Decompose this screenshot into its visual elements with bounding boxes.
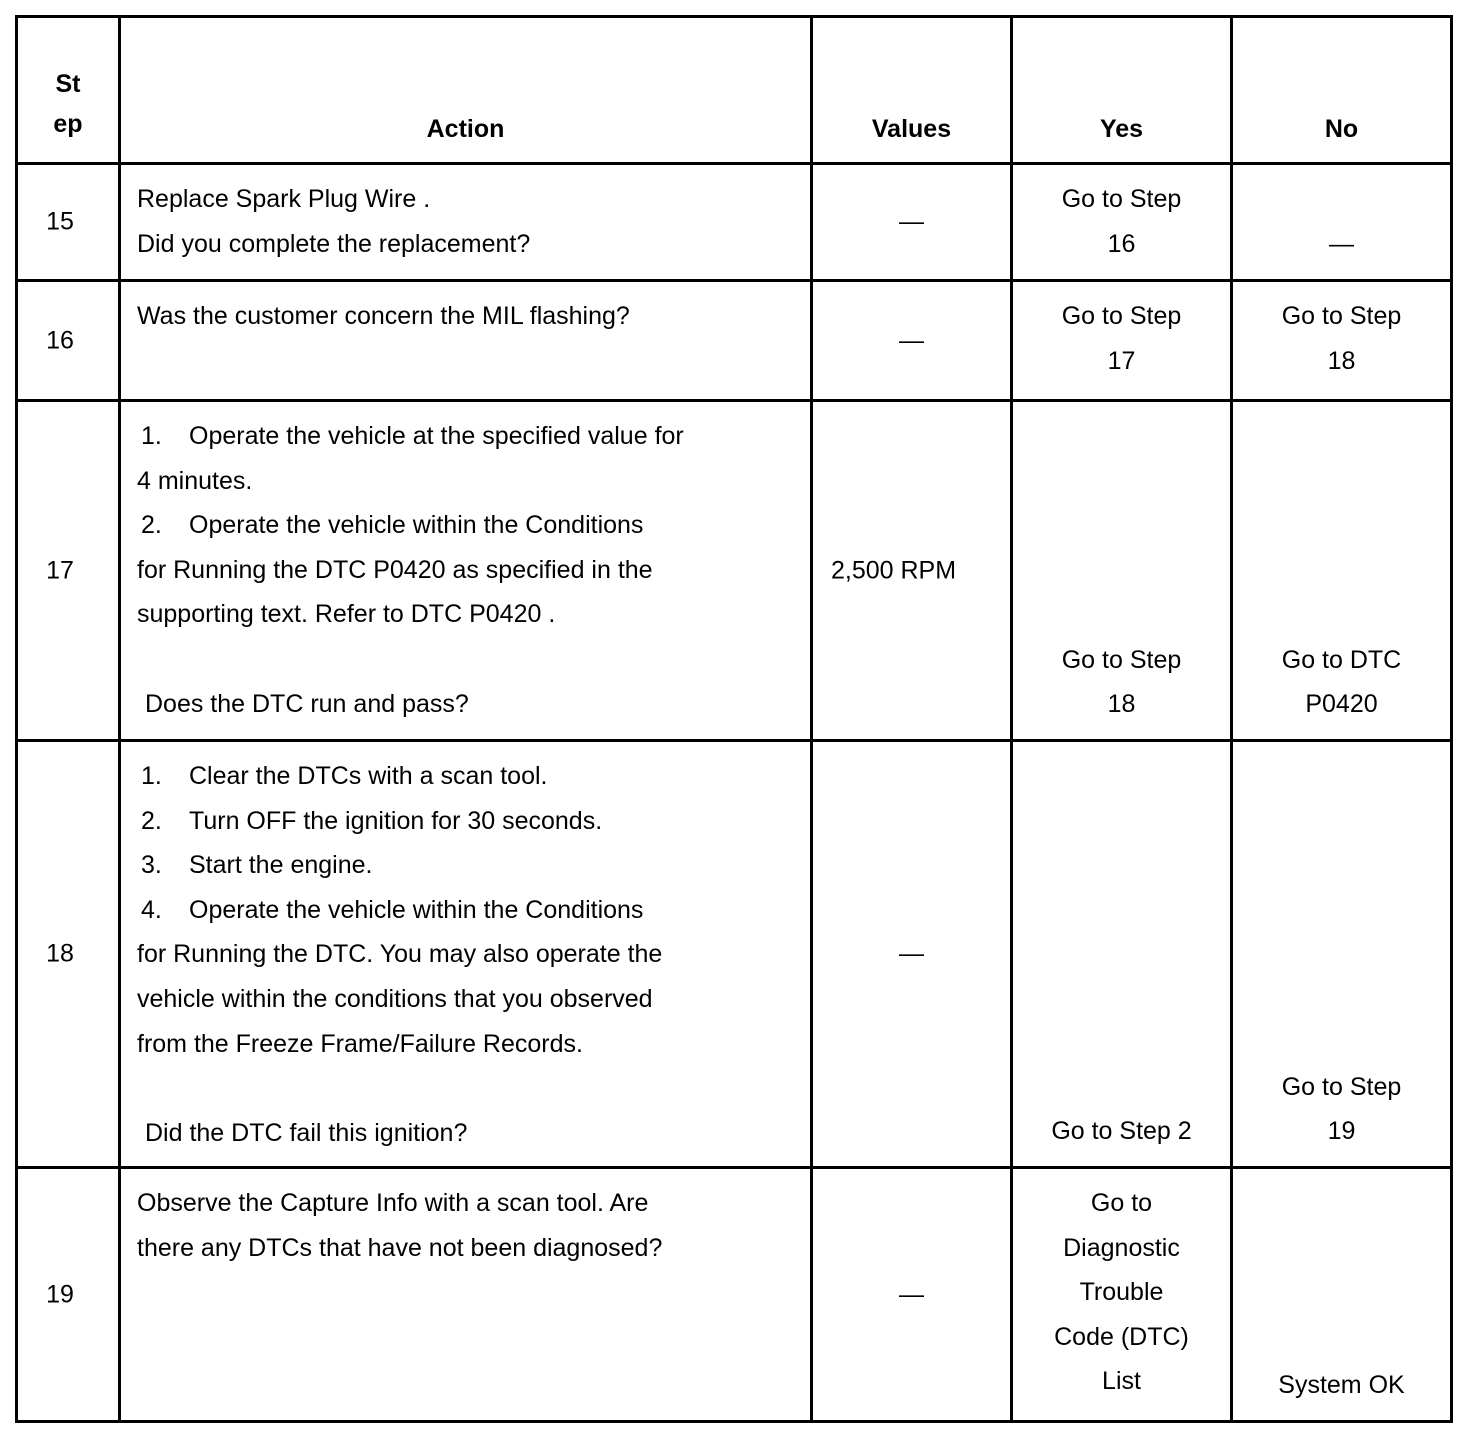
table-row — [17, 401, 1452, 741]
yes-line: Go to Step 2 — [1051, 1117, 1192, 1146]
yes-cell — [1012, 741, 1232, 1168]
header-yes-label: Yes — [1099, 115, 1144, 143]
step-cell — [17, 741, 120, 1168]
step-cell — [17, 1168, 120, 1422]
values-cell — [812, 281, 1012, 401]
list-text: Turn OFF the ignition for 30 seconds. — [189, 806, 603, 835]
list-number: 2. — [141, 511, 162, 540]
list-number: 1. — [141, 762, 162, 790]
header-yes — [1012, 17, 1232, 164]
yes-line: 18 — [1107, 690, 1136, 719]
header-step-line2: ep — [53, 110, 83, 138]
table-row — [17, 1168, 1452, 1422]
list-number: 2. — [141, 806, 162, 835]
value-text: 2,500 RPM — [831, 556, 957, 584]
yes-line: Go to Step — [1061, 645, 1182, 674]
action-list-item — [137, 414, 794, 459]
action-line: Replace Spark Plug Wire . — [137, 185, 431, 213]
values-cell — [812, 164, 1012, 281]
table-row — [17, 164, 1452, 281]
list-text: Start the engine. — [189, 851, 373, 880]
no-line: System OK — [1278, 1371, 1405, 1400]
action-cell — [120, 164, 812, 281]
no-cell — [1232, 1168, 1452, 1422]
action-cell — [120, 401, 812, 741]
values-cell — [812, 741, 1012, 1168]
action-question: Does the DTC run and pass? — [145, 689, 469, 718]
header-action — [120, 17, 812, 164]
list-number: 3. — [141, 851, 162, 880]
action-line: there any DTCs that have not been diagnosed? — [137, 1233, 663, 1262]
step-cell — [17, 401, 120, 741]
action-line: for Running the DTC. You may also operate the — [137, 940, 663, 969]
header-no-label: No — [1324, 115, 1359, 143]
action-line: from the Freeze Frame/Failure Records. — [137, 1029, 583, 1058]
diagnostic-table — [15, 15, 1453, 1423]
yes-line: Go to Step — [1061, 185, 1182, 213]
no-line: 19 — [1327, 1117, 1356, 1146]
values-cell — [812, 401, 1012, 741]
step-cell — [17, 281, 120, 401]
action-list-item — [137, 754, 794, 799]
yes-line: Go to — [1090, 1189, 1153, 1217]
action-list-item — [137, 799, 794, 844]
header-no — [1232, 17, 1452, 164]
step-number: 15 — [46, 207, 74, 236]
list-text: Operate the vehicle within the Conditions — [189, 895, 644, 924]
step-number: 17 — [46, 556, 74, 584]
action-line: for Running the DTC P0420 as specified in the — [137, 555, 653, 584]
table-row — [17, 741, 1452, 1168]
action-list-item — [137, 843, 794, 888]
action-line: 4 minutes. — [137, 466, 253, 495]
yes-line: Go to Step — [1061, 302, 1182, 330]
value-text: — — [899, 1280, 924, 1308]
yes-cell — [1012, 1168, 1232, 1422]
yes-cell — [1012, 164, 1232, 281]
yes-line: 17 — [1107, 346, 1136, 375]
step-number: 16 — [46, 326, 74, 354]
no-cell — [1232, 401, 1452, 741]
yes-cell — [1012, 401, 1232, 741]
action-list-item — [137, 888, 794, 933]
no-cell — [1232, 164, 1452, 281]
no-line: P0420 — [1305, 690, 1378, 719]
no-line: 18 — [1327, 346, 1356, 375]
action-cell — [120, 281, 812, 401]
step-number: 19 — [46, 1280, 74, 1308]
value-text: — — [899, 207, 924, 236]
yes-line: Diagnostic — [1063, 1233, 1180, 1262]
action-question: Did the DTC fail this ignition? — [145, 1118, 468, 1147]
list-number: 4. — [141, 895, 162, 924]
yes-line: 16 — [1107, 229, 1136, 258]
header-values — [812, 17, 1012, 164]
action-cell — [120, 1168, 812, 1422]
value-text: — — [899, 939, 924, 968]
yes-line: Code (DTC) — [1054, 1322, 1189, 1351]
header-row — [17, 17, 1452, 164]
action-line: supporting text. Refer to DTC P0420 . — [137, 600, 556, 629]
action-line: vehicle within the conditions that you observed — [137, 984, 653, 1013]
no-line: Go to Step — [1281, 1072, 1402, 1101]
yes-line: Trouble — [1079, 1278, 1164, 1307]
no-cell — [1232, 741, 1452, 1168]
header-values-label: Values — [871, 115, 952, 143]
step-number: 18 — [46, 939, 74, 968]
action-cell — [120, 741, 812, 1168]
list-number: 1. — [141, 422, 162, 450]
header-step-line1: St — [55, 70, 81, 98]
yes-cell — [1012, 281, 1232, 401]
action-line: Was the customer concern the MIL flashing? — [137, 302, 630, 330]
list-text: Operate the vehicle at the specified value for — [189, 422, 684, 450]
list-text: Operate the vehicle within the Conditions — [189, 511, 644, 540]
no-line: Go to Step — [1281, 302, 1402, 330]
header-step — [17, 17, 120, 164]
list-text: Clear the DTCs with a scan tool. — [189, 762, 548, 790]
action-line: Did you complete the replacement? — [137, 229, 531, 258]
action-line: Observe the Capture Info with a scan tool. Are — [137, 1189, 649, 1217]
header-action-label: Action — [426, 115, 505, 143]
value-text: — — [899, 326, 924, 354]
values-cell — [812, 1168, 1012, 1422]
table-row — [17, 281, 1452, 401]
no-line: Go to DTC — [1281, 645, 1402, 674]
no-line: — — [1329, 230, 1354, 259]
yes-line: List — [1102, 1367, 1141, 1396]
no-cell — [1232, 281, 1452, 401]
step-cell — [17, 164, 120, 281]
action-list-item — [137, 503, 794, 548]
